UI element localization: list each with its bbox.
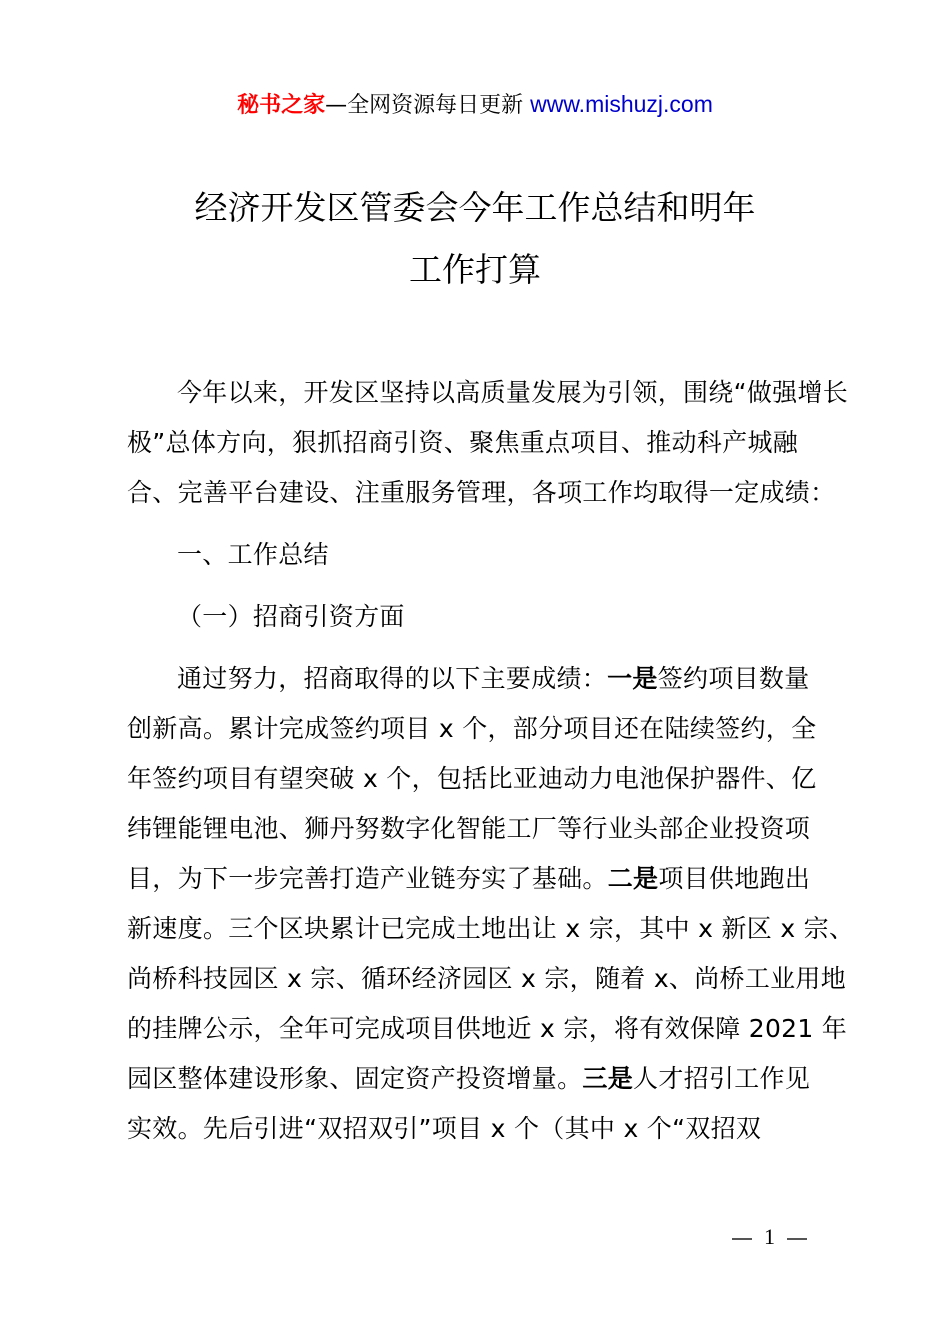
subsection-heading: （一）招商引资方面: [177, 602, 405, 631]
dash-decoration: [732, 1238, 752, 1240]
document-title-line-2: 工作打算: [409, 250, 541, 289]
intro-line: 今年以来，开发区坚持以高质量发展为引领，围绕“做强增长: [177, 378, 849, 407]
page-number-value: 1: [764, 1224, 775, 1249]
paragraph-line: 尚桥科技园区 x 宗、循环经济园区 x 宗，随着 x、尚桥工业用地: [127, 964, 847, 993]
bold-marker: 一是: [607, 664, 658, 693]
paragraph-line: [127, 854, 834, 904]
paragraph-line: [127, 654, 834, 704]
paragraph-line: 创新高。累计完成签约项目 x 个，部分项目还在陆续签约，全: [127, 714, 817, 743]
text-run: 项目供地跑出: [658, 864, 811, 893]
bold-marker: 三是: [582, 1064, 634, 1093]
site-url-link[interactable]: www.mishuzj.com: [530, 91, 713, 117]
text-run: 签约项目数量: [657, 664, 810, 693]
document-body: [127, 368, 855, 1154]
site-header-banner: [0, 86, 950, 124]
paragraph-line: 实效。先后引进“双招双引”项目 x 个（其中 x 个“双招双: [127, 1114, 762, 1143]
slogan: —全网资源每日更新: [325, 93, 524, 118]
paragraph-line: [127, 1054, 834, 1104]
text-run: 通过努力，招商取得的以下主要成绩：: [177, 664, 608, 693]
paragraph-line: 纬锂能锂电池、狮丹努数字化智能工厂等行业头部企业投资项: [127, 814, 811, 843]
bold-marker: 二是: [607, 864, 659, 893]
text-run: 目，为下一步完善打造产业链夯实了基础。: [127, 864, 608, 893]
page-number: [720, 1224, 819, 1250]
paragraph-line: 新速度。三个区块累计已完成土地出让 x 宗，其中 x 新区 x 宗、: [127, 914, 855, 943]
intro-line: 合、完善平台建设、注重服务管理，各项工作均取得一定成绩：: [127, 478, 836, 507]
document-title-line-1: 经济开发区管委会今年工作总结和明年: [194, 188, 756, 227]
paragraph-line: 的挂牌公示，全年可完成项目供地近 x 宗，将有效保障 2021 年: [127, 1014, 848, 1043]
intro-line: 极”总体方向，狠抓招商引资、聚焦重点项目、推动科产城融: [127, 428, 799, 457]
text-run: 人才招引工作见: [633, 1064, 811, 1093]
dash-decoration: [787, 1238, 807, 1240]
section-heading: 一、工作总结: [177, 540, 329, 569]
brand-name: 秘书之家: [237, 93, 326, 118]
text-run: 园区整体建设形象、固定资产投资增量。: [127, 1064, 583, 1093]
paragraph-line: 年签约项目有望突破 x 个，包括比亚迪动力电池保护器件、亿: [127, 764, 817, 793]
